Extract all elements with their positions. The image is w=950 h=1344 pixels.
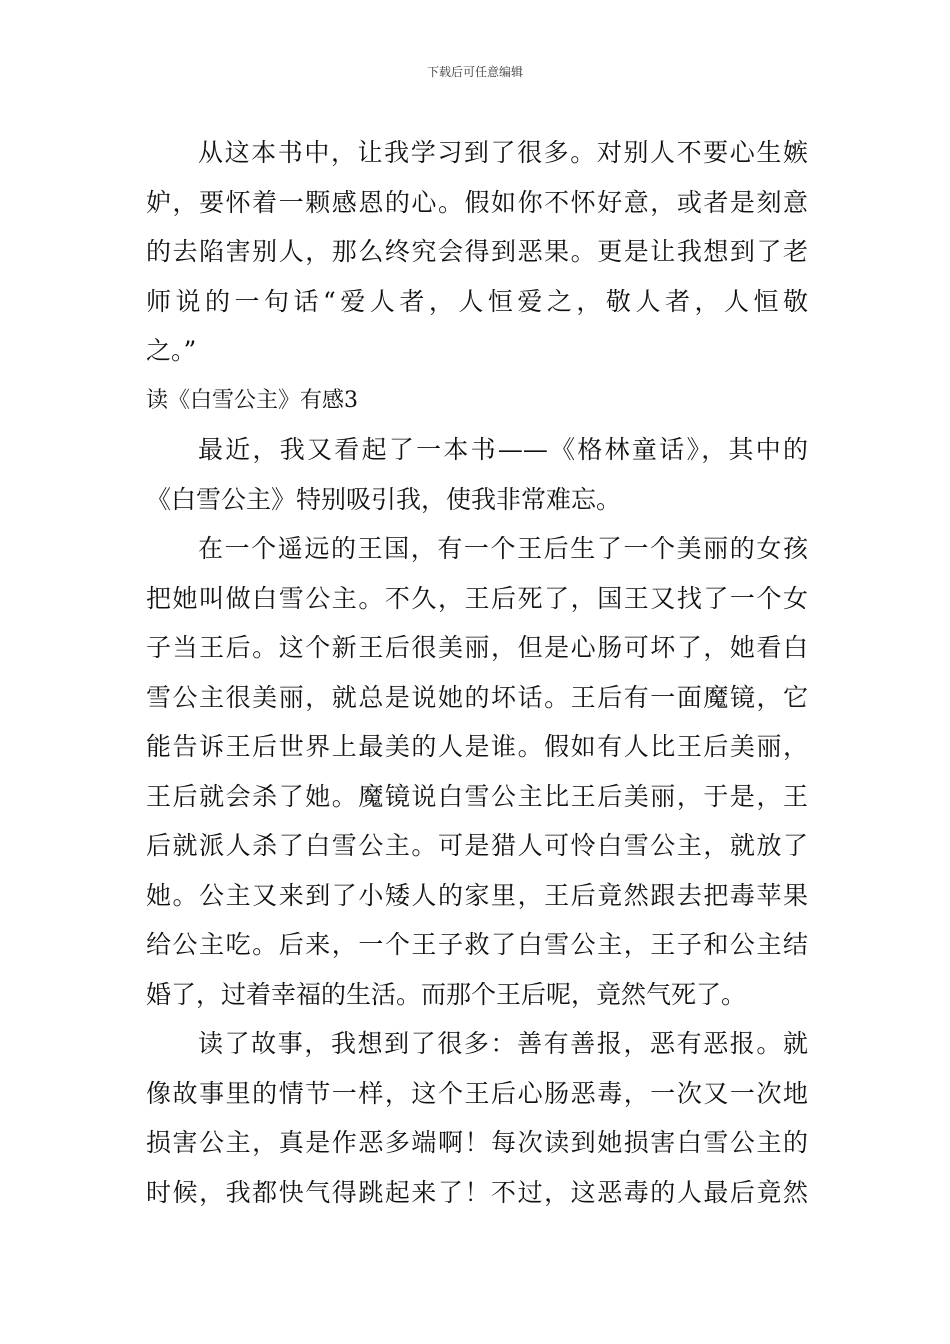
paragraph-line: 从这本书中，让我学习到了很多。对别人不要心生嫉 bbox=[198, 138, 808, 167]
paragraph-line: 在一个遥远的王国，有一个王后生了一个美丽的女孩 bbox=[198, 534, 808, 563]
paragraph-line: 雪公主很美丽，就总是说她的坏话。王后有一面魔镜，它 bbox=[146, 682, 808, 712]
paragraph-line: 之。” bbox=[146, 336, 197, 365]
paragraph-line: 她。公主又来到了小矮人的家里，王后竟然跟去把毒苹果 bbox=[146, 880, 808, 910]
paragraph-line: 《白雪公主》特别吸引我，使我非常难忘。 bbox=[146, 484, 622, 514]
paragraph-line: 把她叫做白雪公主。不久，王后死了，国王又找了一个女 bbox=[146, 583, 808, 613]
paragraph-line: 子当王后。这个新王后很美丽，但是心肠可坏了，她看白 bbox=[146, 633, 808, 662]
paragraph-line: 后就派人杀了白雪公主。可是猎人可怜白雪公主，就放了 bbox=[146, 831, 808, 860]
paragraph-line: 能告诉王后世界上最美的人是谁。假如有人比王后美丽， bbox=[146, 732, 808, 761]
paragraph-line: 王后就会杀了她。魔镜说白雪公主比王后美丽，于是，王 bbox=[146, 781, 808, 811]
section-heading: 读《白雪公主》有感3 bbox=[146, 387, 358, 413]
paragraph-line: 给公主吃。后来，一个王子救了白雪公主，王子和公主结 bbox=[146, 930, 808, 959]
page-header-note: 下载后可任意编辑 bbox=[426, 65, 523, 79]
paragraph-line: 最近，我又看起了一本书——《格林童话》，其中的 bbox=[198, 435, 808, 464]
paragraph-line: 读了故事，我想到了很多：善有善报，恶有恶报。就 bbox=[198, 1029, 808, 1058]
paragraph-line: 时候，我都快气得跳起来了！不过，这恶毒的人最后竟然 bbox=[146, 1177, 808, 1207]
paragraph-line: 的去陷害别人，那么终究会得到恶果。更是让我想到了老 bbox=[146, 237, 808, 266]
document-body bbox=[146, 128, 808, 1217]
paragraph-line: 师说的一句话“爱人者，人恒爱之，敬人者，人恒敬 bbox=[146, 286, 808, 316]
paragraph-line: 妒，要怀着一颗感恩的心。假如你不怀好意，或者是刻意 bbox=[146, 187, 808, 217]
paragraph-line: 像故事里的情节一样，这个王后心肠恶毒，一次又一次地 bbox=[146, 1078, 808, 1108]
paragraph-line: 损害公主，真是作恶多端啊！每次读到她损害白雪公主的 bbox=[146, 1128, 808, 1157]
paragraph-line: 婚了，过着幸福的生活。而那个王后呢，竟然气死了。 bbox=[146, 979, 747, 1009]
